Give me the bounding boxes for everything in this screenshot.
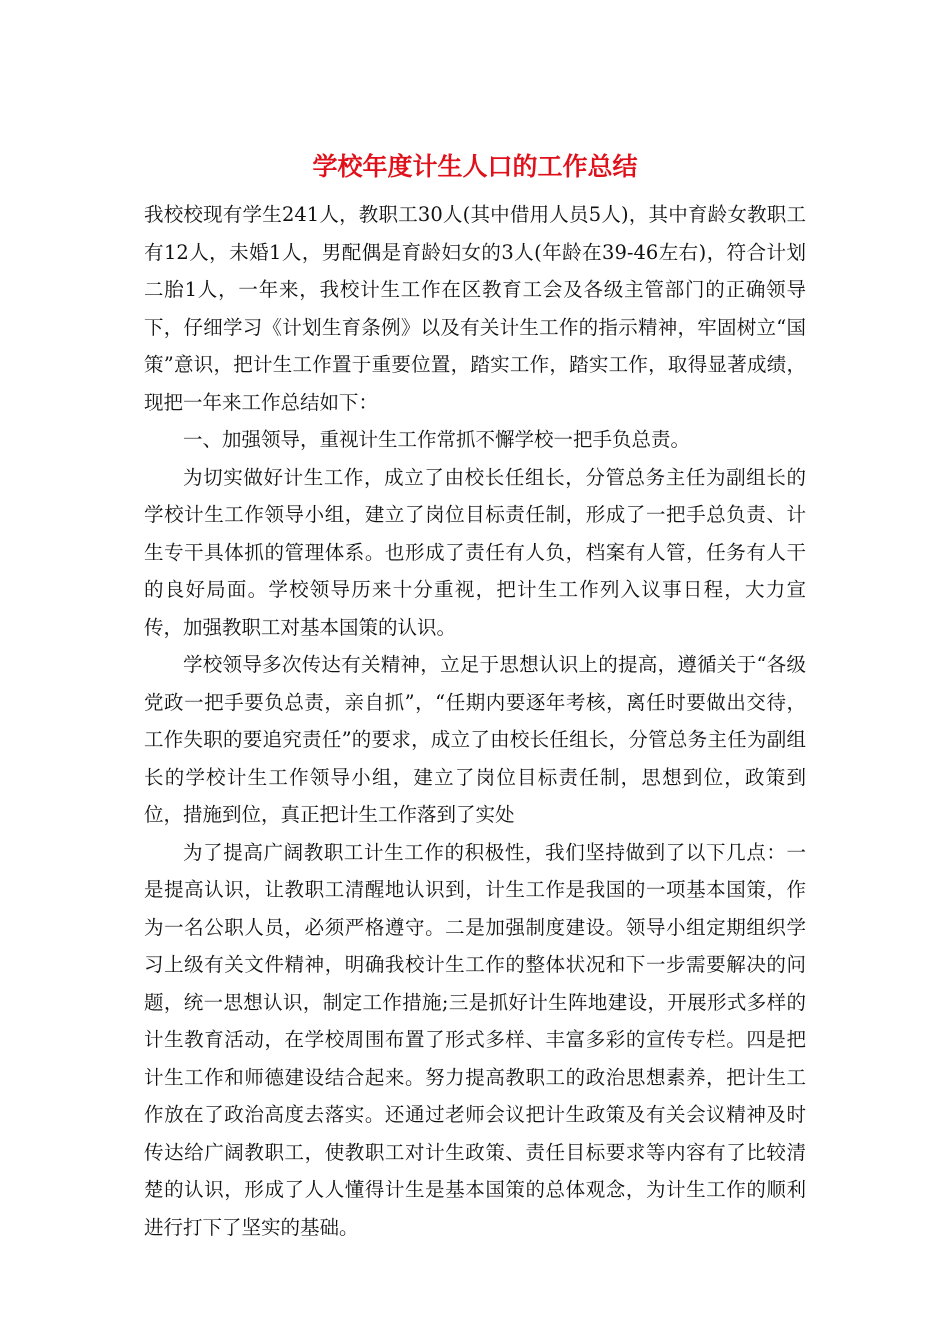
paragraph-section-heading: 一、加强领导，重视计生工作常抓不懈学校一把手负总责。 [183, 428, 691, 451]
document-body [144, 196, 806, 1246]
paragraph-intro: 我校校现有学生241人，教职工30人(其中借用人员5人)，其中育龄女教职工有12人，未婚1人，男配偶是育龄妇女的3人(年龄在39-46左右)，符合计划二胎1人，一年来，我校计生工作在区教育工会及各级主管部门的正确领导下，仔细学习《计划生育条例》以及有关计生工作的指示精神，牢固树立“国策”意识，把计生工作置于重要位置，踏实工作，踏实工作，取得显著成绩，现把一年来工作总结如下： [144, 203, 806, 414]
paragraph-leadership-group: 为切实做好计生工作，成立了由校长任组长，分管总务主任为副组长的学校计生工作领导小组，建立了岗位目标责任制，形成了一把手总负责、计生专干具体抓的管理体系。也形成了责任有人负，档案有人管，任务有人干的良好局面。学校领导历来十分重视，把计生工作列入议事日程，大力宣传，加强教职工对基本国策的认识。 [144, 465, 806, 639]
paragraph-measures: 为了提高广阔教职工计生工作的积极性，我们坚持做到了以下几点：一是提高认识，让教职工清醒地认识到，计生工作是我国的一项基本国策，作为一名公职人员，必须严格遵守。二是加强制度建设。领导小组定期组织学习上级有关文件精神，明确我校计生工作的整体状况和下一步需要解决的问题，统一思想认识，制定工作措施;三是抓好计生阵地建设，开展形式多样的计生教育活动，在学校周围布置了形式多样、丰富多彩的宣传专栏。四是把计生工作和师德建设结合起来。努力提高教职工的政治思想素养，把计生工作放在了政治高度去落实。还通过老师会议把计生政策及有关会议精神及时传达给广阔教职工，使教职工对计生政策、责任目标要求等内容有了比较清楚的认识，形成了人人懂得计生是基本国策的总体观念，为计生工作的顺利进行打下了坚实的基础。 [144, 840, 806, 1239]
document-title: 学校年度计生人口的工作总结 [312, 152, 638, 181]
paragraph-responsibility: 学校领导多次传达有关精神，立足于思想认识上的提高，遵循关于“各级党政一把手要负总责，亲自抓”，“任期内要逐年考核，离任时要做出交待，工作失职的要追究责任”的要求，成立了由校长任组长，分管总务主任为副组长的学校计生工作领导小组，建立了岗位目标责任制，思想到位，政策到位，措施到位，真正把计生工作落到了实处 [144, 653, 806, 826]
